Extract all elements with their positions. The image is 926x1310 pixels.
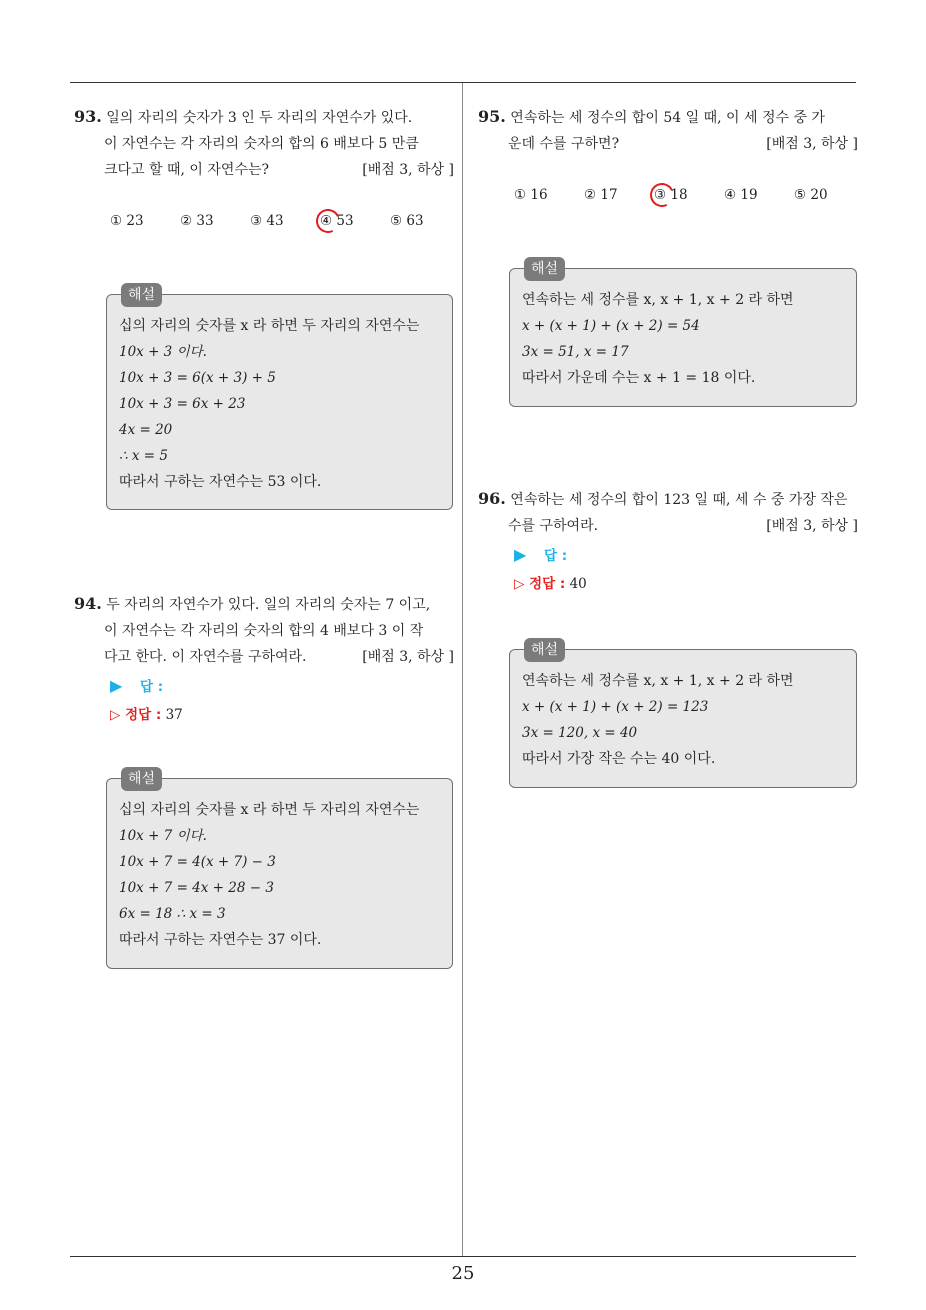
- choice-4[interactable]: ④ 53: [320, 213, 354, 229]
- solution-line: 십의 자리의 숫자를 x 라 하면 두 자리의 자연수는: [119, 318, 420, 334]
- choice-5[interactable]: ⑤ 20: [794, 187, 828, 203]
- solution-line: 연속하는 세 정수를 x, x + 1, x + 2 라 하면: [522, 673, 794, 689]
- choice-2[interactable]: ② 33: [180, 213, 214, 229]
- problem-text-line: 이 자연수는 각 자리의 숫자의 합의 4 배보다 3 이 작: [104, 623, 424, 639]
- solution-box-94: [106, 771, 453, 969]
- solution-line: x + (x + 1) + (x + 2) = 54: [522, 318, 700, 334]
- bottom-rule: [70, 1256, 856, 1257]
- solution-line: 따라서 구하는 자연수는 53 이다.: [119, 474, 322, 490]
- problem-text-line: 다고 한다. 이 자연수를 구하여라.: [104, 649, 307, 665]
- difficulty-meta: [배점 3, 하상 ]: [766, 136, 858, 152]
- correct-answer-value: 40: [569, 576, 587, 592]
- problem-number: 94.: [74, 594, 102, 613]
- problem-text-line: 수를 구하여라.: [508, 518, 599, 534]
- solution-box-95: [509, 261, 857, 407]
- answer-block-96: [514, 541, 587, 598]
- correct-answer-label: 정답 :: [125, 707, 162, 723]
- solution-line: 6x = 18 ∴ x = 3: [119, 906, 226, 922]
- answer-block-94: [110, 672, 183, 729]
- solution-box-96: [509, 642, 857, 788]
- correct-answer-value: 37: [165, 707, 183, 723]
- difficulty-meta: [배점 3, 하상 ]: [362, 649, 454, 665]
- solution-line: 십의 자리의 숫자를 x 라 하면 두 자리의 자연수는: [119, 802, 420, 818]
- choice-1[interactable]: ① 16: [514, 187, 548, 203]
- correct-answer-label: 정답 :: [529, 576, 566, 592]
- page-number: 25: [451, 1263, 475, 1284]
- answer-label: 답 :: [544, 548, 568, 564]
- problem-text-line: 연속하는 세 정수의 합이 54 일 때, 이 세 정수 중 가: [510, 110, 825, 126]
- problem-93: [74, 104, 454, 183]
- problem-number: 95.: [478, 107, 506, 126]
- problem-text-line: 연속하는 세 정수의 합이 123 일 때, 세 수 중 가장 작은: [510, 492, 848, 508]
- problem-text-line: 운데 수를 구하면?: [508, 136, 620, 152]
- choice-2[interactable]: ② 17: [584, 187, 618, 203]
- solution-tag: 해설: [524, 257, 565, 281]
- problem-number: 93.: [74, 107, 102, 126]
- outline-triangle-icon: ▷: [514, 576, 525, 592]
- difficulty-meta: [배점 3, 하상 ]: [766, 518, 858, 534]
- solution-tag: 해설: [121, 767, 162, 791]
- solution-line: 따라서 가장 작은 수는 40 이다.: [522, 751, 716, 767]
- problem-text-line: 이 자연수는 각 자리의 숫자의 합의 6 배보다 5 만큼: [104, 136, 419, 152]
- answer-circle-mark: [313, 206, 344, 237]
- choice-1[interactable]: ① 23: [110, 213, 144, 229]
- choice-4[interactable]: ④ 19: [724, 187, 758, 203]
- difficulty-meta: [배점 3, 하상 ]: [362, 162, 454, 178]
- solution-line: 4x = 20: [119, 422, 173, 438]
- solution-line: 10x + 3 이다.: [119, 344, 207, 360]
- solution-line: 10x + 7 = 4(x + 7) − 3: [119, 854, 276, 870]
- solution-line: ∴ x = 5: [119, 448, 168, 464]
- problem-text-line: 두 자리의 자연수가 있다. 일의 자리의 숫자는 7 이고,: [106, 597, 431, 613]
- problem-number: 96.: [478, 489, 506, 508]
- choice-3[interactable]: ③ 43: [250, 213, 284, 229]
- outline-triangle-icon: ▷: [110, 707, 121, 723]
- choice-3[interactable]: ③ 18: [654, 187, 688, 203]
- problem-text-line: 크다고 할 때, 이 자연수는?: [104, 162, 269, 178]
- solution-tag: 해설: [121, 283, 162, 307]
- choices-95: [514, 187, 854, 211]
- column-divider: [462, 83, 463, 1256]
- problem-text-line: 일의 자리의 숫자가 3 인 두 자리의 자연수가 있다.: [106, 110, 413, 126]
- solution-line: 10x + 3 = 6x + 23: [119, 396, 246, 412]
- solution-line: 10x + 3 = 6(x + 3) + 5: [119, 370, 276, 386]
- choice-5[interactable]: ⑤ 63: [390, 213, 424, 229]
- problem-95: [478, 104, 858, 157]
- solution-line: 10x + 7 = 4x + 28 − 3: [119, 880, 274, 896]
- solution-line: x + (x + 1) + (x + 2) = 123: [522, 699, 709, 715]
- answer-circle-mark: [647, 180, 678, 211]
- solution-line: 따라서 구하는 자연수는 37 이다.: [119, 932, 322, 948]
- solution-line: 10x + 7 이다.: [119, 828, 207, 844]
- problem-94: [74, 591, 454, 670]
- top-rule: [70, 82, 856, 83]
- solution-tag: 해설: [524, 638, 565, 662]
- play-triangle-icon: ▶: [514, 545, 527, 564]
- play-triangle-icon: ▶: [110, 676, 123, 695]
- choices-93: [110, 213, 450, 237]
- problem-96: [478, 486, 858, 539]
- solution-line: 3x = 51, x = 17: [522, 344, 629, 360]
- solution-box-93: [106, 287, 453, 510]
- answer-label: 답 :: [140, 679, 164, 695]
- solution-line: 3x = 120, x = 40: [522, 725, 638, 741]
- solution-line: 따라서 가운데 수는 x + 1 = 18 이다.: [522, 370, 756, 386]
- solution-line: 연속하는 세 정수를 x, x + 1, x + 2 라 하면: [522, 292, 794, 308]
